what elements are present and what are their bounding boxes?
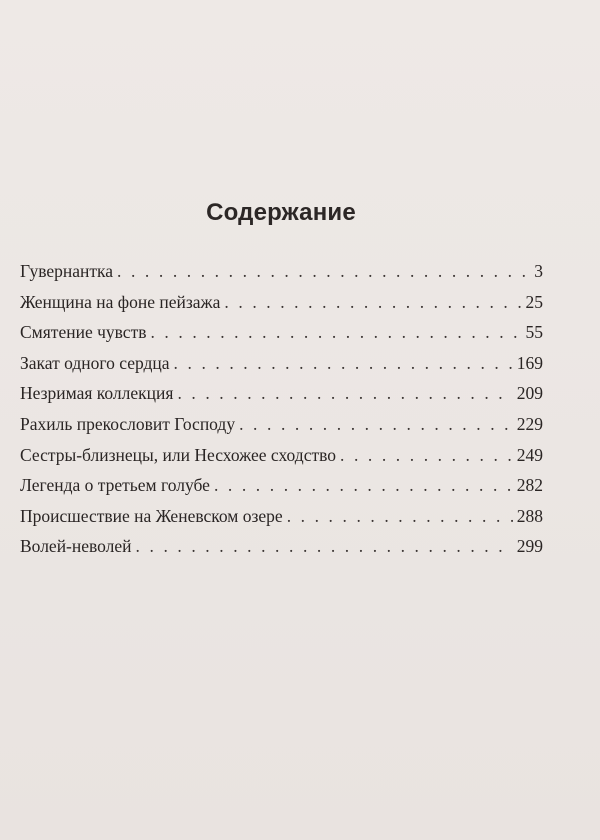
toc-entry-title: Рахиль прекословит Господу [20, 413, 236, 434]
dot-leader [174, 351, 513, 375]
dot-leader [287, 504, 513, 528]
toc-entry-title: Закат одного сердца [20, 352, 170, 373]
toc-entry [20, 473, 543, 504]
toc-entry [20, 534, 543, 565]
toc-entry-page: 229 [516, 413, 543, 434]
toc-entry-title: Смятение чувств [20, 322, 147, 343]
dot-leader [150, 320, 521, 344]
table-of-contents [20, 259, 543, 565]
toc-entry [20, 443, 543, 474]
dot-leader [340, 443, 513, 467]
toc-entry-title: Незримая коллекция [20, 383, 174, 404]
toc-entry [20, 290, 543, 321]
dot-leader [136, 534, 513, 558]
toc-entry-page: 282 [516, 475, 543, 496]
toc-entry-title: Женщина на фоне пейзажа [20, 291, 221, 312]
toc-entry [20, 259, 543, 290]
dot-leader [117, 259, 525, 283]
toc-entry-title: Волей-неволей [20, 536, 132, 557]
page-title: Содержание [206, 199, 356, 226]
toc-entry-page: 55 [525, 322, 543, 343]
toc-entry [20, 381, 543, 412]
toc-entry-title: Сестры-близнецы, или Несхожее сходство [20, 444, 336, 465]
toc-entry-page: 288 [516, 505, 543, 526]
toc-entry-page: 209 [516, 383, 543, 404]
toc-entry-title: Гувернантка [20, 261, 114, 281]
dot-leader [177, 381, 512, 405]
toc-entry [20, 504, 543, 535]
toc-entry-page: 169 [516, 352, 543, 373]
dot-leader [224, 290, 521, 314]
toc-entry [20, 351, 543, 382]
dot-leader [239, 412, 513, 436]
toc-entry-page: 249 [516, 444, 543, 465]
toc-entry-title: Происшествие на Женевском озере [20, 505, 283, 526]
toc-entry-page: 25 [525, 291, 543, 312]
toc-entry [20, 320, 543, 351]
toc-entry-title: Легенда о третьем голубе [20, 475, 210, 496]
dot-leader [214, 473, 513, 497]
toc-entry [20, 412, 543, 443]
toc-entry-page: 299 [516, 536, 543, 557]
toc-entry-page: 3 [534, 261, 543, 281]
